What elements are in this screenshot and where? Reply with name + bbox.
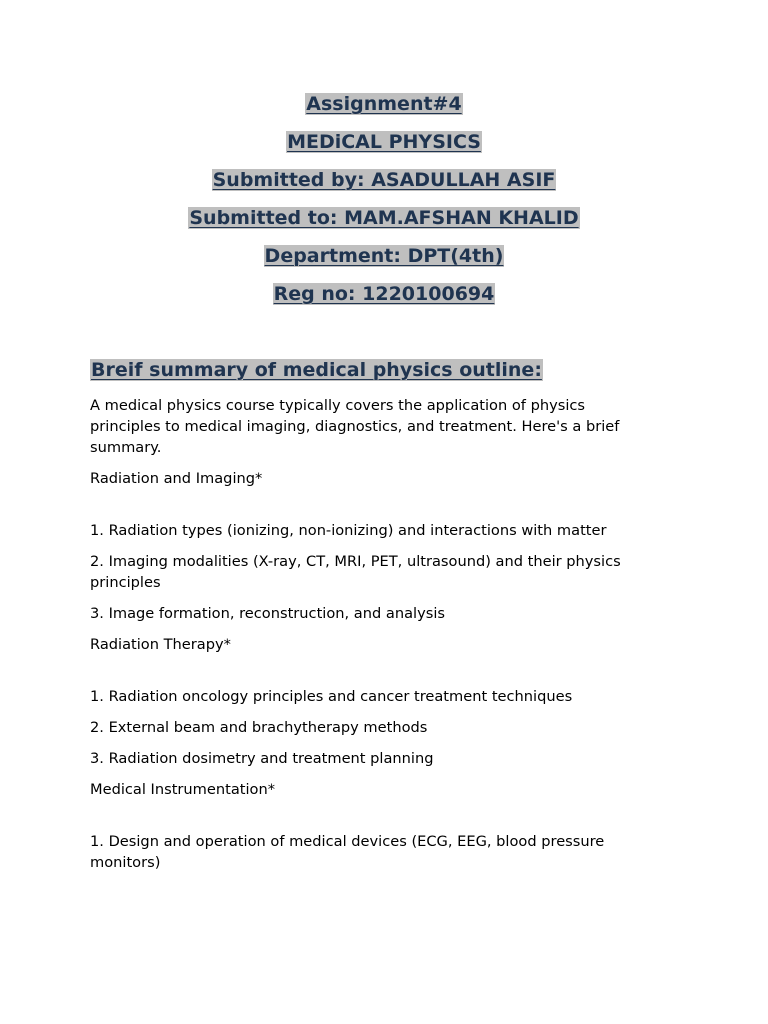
department: Department: DPT(4th) xyxy=(264,245,504,267)
list-item: 2. Imaging modalities (X-ray, CT, MRI, PET, ultrasound) and their physics principles xyxy=(90,553,621,591)
blank-line xyxy=(90,499,660,520)
list-item: 3. Image formation, reconstruction, and analysis xyxy=(90,605,445,622)
reg-no: Reg no: 1220100694 xyxy=(273,283,495,305)
list-item: 1. Radiation oncology principles and cancer treatment techniques xyxy=(90,688,573,705)
assignment-title: Assignment#4 xyxy=(306,93,462,115)
intro-paragraph: A medical physics course typically covers the application of physics principles to medical imaging, diagnostics, and treatment. Here's a brief summary. xyxy=(90,397,620,456)
section-title-medical-instrumentation: Medical Instrumentation* xyxy=(90,781,276,798)
blank-line xyxy=(90,810,660,831)
submitted-by: Submitted by: ASADULLAH ASIF xyxy=(212,169,556,191)
list-item: 3. Radiation dosimetry and treatment planning xyxy=(90,750,434,767)
subject-title: MEDiCAL PHYSICS xyxy=(287,131,481,153)
title-block xyxy=(0,89,768,317)
summary-heading: Breif summary of medical physics outline: xyxy=(91,359,542,381)
blank-line xyxy=(90,665,660,686)
list-item: 2. External beam and brachytherapy methods xyxy=(90,719,428,736)
submitted-to: Submitted to: MAM.AFSHAN KHALID xyxy=(189,207,579,229)
section-title-radiation-imaging: Radiation and Imaging* xyxy=(90,470,263,487)
section-title-radiation-therapy: Radiation Therapy* xyxy=(90,636,231,653)
document-body xyxy=(90,395,660,883)
list-item: 1. Design and operation of medical devices (ECG, EEG, blood pressure monitors) xyxy=(90,833,605,871)
list-item: 1. Radiation types (ionizing, non-ionizing) and interactions with matter xyxy=(90,522,607,539)
